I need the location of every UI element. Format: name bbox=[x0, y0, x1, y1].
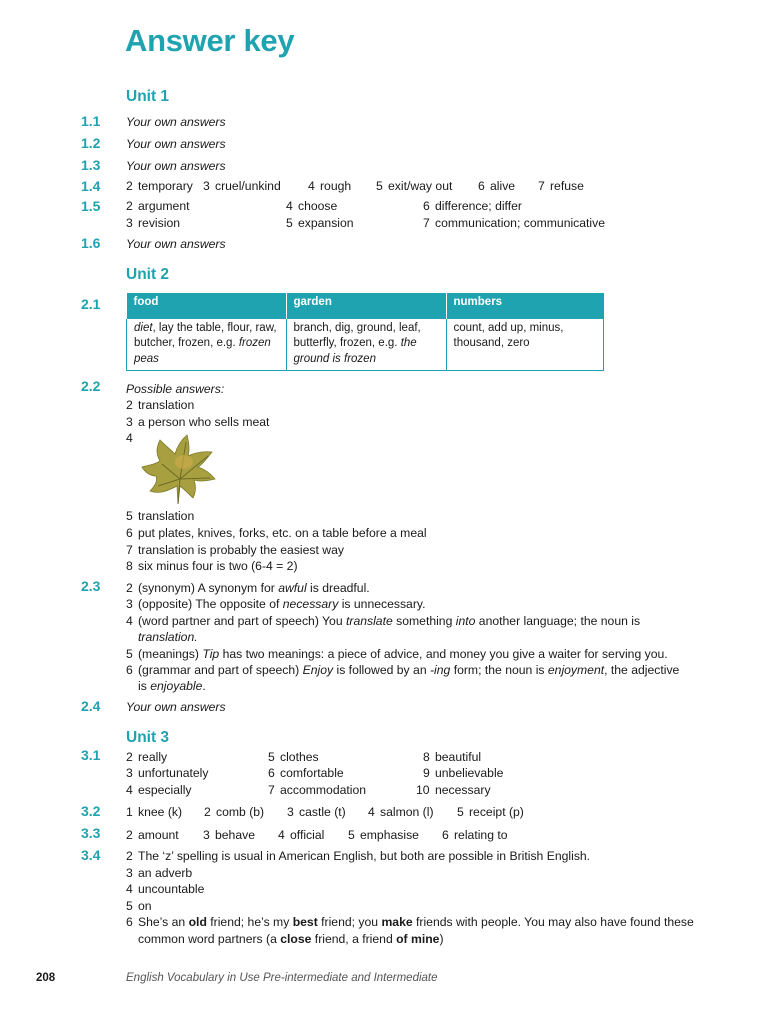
list-item: 5 (meanings) Tip has two meanings: a piece of advice, and money you give a waiter for serving you. bbox=[126, 647, 668, 661]
answer-text: Your own answers bbox=[126, 159, 226, 173]
list-item: 5 on bbox=[126, 899, 152, 913]
answer-table bbox=[126, 293, 604, 371]
list-item: 2 The ‘z’ spelling is usual in American English, but both are possible in British English. bbox=[126, 849, 591, 863]
list-item: 3 a person who sells meat bbox=[126, 415, 270, 429]
answer-text: Your own answers bbox=[126, 237, 226, 251]
exercise-number: 1.4 bbox=[81, 178, 101, 194]
list-item: 4 (word partner and part of speech) You translate something into another language; the noun is bbox=[126, 614, 641, 628]
exercise-number: 1.5 bbox=[81, 198, 101, 214]
answer-row: 2 temporary 3 cruel/unkind 4 rough 5 exit/way out 6 alive 7 refuse bbox=[126, 179, 584, 193]
exercise-number: 3.2 bbox=[81, 803, 101, 819]
answer-text: Your own answers bbox=[126, 700, 226, 714]
list-item: 6 put plates, knives, forks, etc. on a table before a meal bbox=[126, 526, 427, 540]
list-item: 7 translation is probably the easiest way bbox=[126, 543, 344, 557]
list-item: 4 bbox=[126, 431, 133, 445]
answer-row: 2 amount 3 behave 4 official 5 emphasise 6 relating to bbox=[126, 828, 508, 842]
leaf-highlight bbox=[175, 455, 193, 469]
table-cell-food: diet, lay the table, flour, raw, butcher, frozen, e.g. frozen peas bbox=[127, 319, 287, 371]
list-item: 2 (synonym) A synonym for awful is dreadful. bbox=[126, 581, 370, 595]
exercise-number: 2.4 bbox=[81, 698, 101, 714]
table-cell-numbers: count, add up, minus, thousand, zero bbox=[446, 319, 604, 371]
page-number: 208 bbox=[36, 972, 56, 984]
table-header: garden bbox=[286, 293, 446, 319]
exercise-number: 3.4 bbox=[81, 847, 101, 863]
answer-row: 3 unfortunately 6 comfortable 9 unbelievable bbox=[126, 766, 504, 780]
unit-1-heading: Unit 1 bbox=[126, 88, 170, 105]
answer-row: 2 argument 4 choose 6 difference; differ bbox=[126, 199, 522, 213]
exercise-number: 1.2 bbox=[81, 135, 101, 151]
list-item-continued: translation. bbox=[138, 630, 198, 644]
list-item: 4 uncountable bbox=[126, 882, 205, 896]
exercise-number: 2.1 bbox=[81, 296, 101, 312]
unit-3-heading: Unit 3 bbox=[126, 729, 170, 746]
exercise-number: 1.6 bbox=[81, 235, 101, 251]
table-header: food bbox=[127, 293, 287, 319]
unit-2-heading: Unit 2 bbox=[126, 266, 170, 283]
exercise-number: 3.3 bbox=[81, 825, 101, 841]
table-cell-garden: branch, dig, ground, leaf, butterfly, frozen, e.g. the ground is frozen bbox=[286, 319, 446, 371]
list-item: 3 (opposite) The opposite of necessary is unnecessary. bbox=[126, 597, 426, 611]
answer-row: 1 knee (k) 2 comb (b) 3 castle (t) 4 salmon (l) 5 receipt (p) bbox=[126, 805, 524, 819]
exercise-number: 2.3 bbox=[81, 578, 101, 594]
book-title: English Vocabulary in Use Pre-intermediate and Intermediate bbox=[126, 972, 438, 984]
list-item: 2 translation bbox=[126, 398, 195, 412]
list-item: 6 (grammar and part of speech) Enjoy is followed by an -ing form; the noun is enjoyment, the adjective bbox=[126, 663, 680, 677]
leaf-image bbox=[140, 434, 218, 506]
answer-row: 2 really 5 clothes 8 beautiful bbox=[126, 750, 482, 764]
exercise-number: 2.2 bbox=[81, 378, 101, 394]
answer-row: 4 especially 7 accommodation 10 necessary bbox=[126, 783, 491, 797]
list-item: 5 translation bbox=[126, 509, 195, 523]
list-item-continued: common word partners (a close friend, a friend of mine) bbox=[138, 932, 444, 946]
list-item: 6 She’s an old friend; he’s my best friend; you make friends with people. You may also have found these bbox=[126, 915, 694, 929]
page-title: Answer key bbox=[125, 23, 295, 58]
table-header: numbers bbox=[446, 293, 604, 319]
exercise-number: 3.1 bbox=[81, 747, 101, 763]
answer-intro: Possible answers: bbox=[126, 382, 225, 396]
list-item: 3 an adverb bbox=[126, 866, 193, 880]
exercise-number: 1.1 bbox=[81, 113, 101, 129]
answer-text: Your own answers bbox=[126, 115, 226, 129]
list-item: 8 six minus four is two (6-4 = 2) bbox=[126, 559, 298, 573]
answer-row: 3 revision 5 expansion 7 communication; communicative bbox=[126, 216, 606, 230]
list-item-continued: is enjoyable. bbox=[138, 679, 206, 693]
answer-text: Your own answers bbox=[126, 137, 226, 151]
exercise-number: 1.3 bbox=[81, 157, 101, 173]
